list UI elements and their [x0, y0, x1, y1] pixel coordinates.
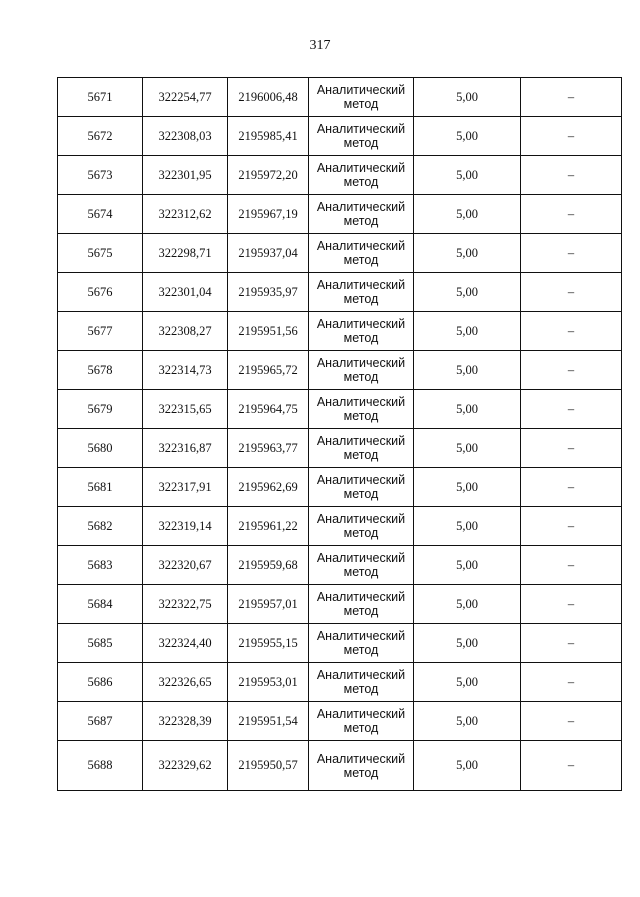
method-line-1: Аналитический [316, 512, 406, 526]
dash-cell: – [521, 117, 622, 156]
value-cell: 5,00 [414, 429, 521, 468]
value-cell: 5,00 [414, 468, 521, 507]
table-row [58, 546, 622, 585]
table-row [58, 741, 622, 791]
method-cell [309, 156, 414, 195]
method-line-2: метод [343, 292, 379, 306]
table-body [58, 78, 622, 791]
x-coordinate: 322320,67 [143, 546, 228, 585]
y-coordinate: 2195972,20 [228, 156, 309, 195]
method-cell [309, 195, 414, 234]
method-cell [309, 351, 414, 390]
x-coordinate: 322322,75 [143, 585, 228, 624]
y-coordinate: 2195961,22 [228, 507, 309, 546]
method-cell [309, 624, 414, 663]
table-row [58, 624, 622, 663]
value-cell: 5,00 [414, 624, 521, 663]
point-number: 5680 [58, 429, 143, 468]
value-cell: 5,00 [414, 702, 521, 741]
x-coordinate: 322324,40 [143, 624, 228, 663]
value-cell: 5,00 [414, 546, 521, 585]
method-line-2: метод [343, 409, 379, 423]
coordinates-table [57, 77, 622, 791]
method-line-2: метод [343, 370, 379, 384]
method-line-2: метод [343, 682, 379, 696]
method-cell [309, 273, 414, 312]
method-line-1: Аналитический [316, 473, 406, 487]
x-coordinate: 322316,87 [143, 429, 228, 468]
x-coordinate: 322301,04 [143, 273, 228, 312]
method-line-1: Аналитический [316, 278, 406, 292]
dash-cell: – [521, 156, 622, 195]
method-line-1: Аналитический [316, 200, 406, 214]
method-line-2: метод [343, 565, 379, 579]
x-coordinate: 322328,39 [143, 702, 228, 741]
method-line-1: Аналитический [316, 83, 406, 97]
value-cell: 5,00 [414, 351, 521, 390]
method-line-1: Аналитический [316, 751, 406, 766]
method-cell [309, 663, 414, 702]
method-line-1: Аналитический [316, 551, 406, 565]
method-line-1: Аналитический [316, 707, 406, 721]
y-coordinate: 2195957,01 [228, 585, 309, 624]
table-row [58, 663, 622, 702]
table-row [58, 507, 622, 546]
value-cell: 5,00 [414, 156, 521, 195]
point-number: 5686 [58, 663, 143, 702]
method-line-2: метод [343, 331, 379, 345]
method-cell [309, 390, 414, 429]
method-line-2: метод [343, 448, 379, 462]
value-cell: 5,00 [414, 585, 521, 624]
y-coordinate: 2195967,19 [228, 195, 309, 234]
point-number: 5683 [58, 546, 143, 585]
table-row [58, 312, 622, 351]
table-row [58, 429, 622, 468]
method-cell [309, 234, 414, 273]
point-number: 5674 [58, 195, 143, 234]
x-coordinate: 322317,91 [143, 468, 228, 507]
dash-cell: – [521, 546, 622, 585]
y-coordinate: 2195953,01 [228, 663, 309, 702]
method-line-2: метод [343, 487, 379, 501]
point-number: 5672 [58, 117, 143, 156]
value-cell: 5,00 [414, 390, 521, 429]
y-coordinate: 2195951,56 [228, 312, 309, 351]
table-row [58, 468, 622, 507]
method-line-1: Аналитический [316, 317, 406, 331]
method-line-1: Аналитический [316, 395, 406, 409]
table-row [58, 156, 622, 195]
x-coordinate: 322319,14 [143, 507, 228, 546]
dash-cell: – [521, 351, 622, 390]
dash-cell: – [521, 273, 622, 312]
method-line-2: метод [343, 526, 379, 540]
point-number: 5678 [58, 351, 143, 390]
method-line-2: метод [343, 97, 379, 111]
y-coordinate: 2195964,75 [228, 390, 309, 429]
x-coordinate: 322308,03 [143, 117, 228, 156]
dash-cell: – [521, 195, 622, 234]
x-coordinate: 322308,27 [143, 312, 228, 351]
point-number: 5682 [58, 507, 143, 546]
method-cell [309, 78, 414, 117]
method-line-2: метод [343, 604, 379, 618]
value-cell: 5,00 [414, 78, 521, 117]
x-coordinate: 322301,95 [143, 156, 228, 195]
table-row [58, 702, 622, 741]
x-coordinate: 322254,77 [143, 78, 228, 117]
dash-cell: – [521, 663, 622, 702]
method-line-2: метод [343, 136, 379, 150]
value-cell: 5,00 [414, 234, 521, 273]
y-coordinate: 2195955,15 [228, 624, 309, 663]
value-cell: 5,00 [414, 507, 521, 546]
method-line-1: Аналитический [316, 668, 406, 682]
point-number: 5685 [58, 624, 143, 663]
method-line-1: Аналитический [316, 356, 406, 370]
y-coordinate: 2195935,97 [228, 273, 309, 312]
y-coordinate: 2196006,48 [228, 78, 309, 117]
table-row [58, 351, 622, 390]
method-cell [309, 312, 414, 351]
point-number: 5671 [58, 78, 143, 117]
y-coordinate: 2195937,04 [228, 234, 309, 273]
point-number: 5679 [58, 390, 143, 429]
method-cell [309, 429, 414, 468]
table-row [58, 273, 622, 312]
method-cell [309, 468, 414, 507]
point-number: 5675 [58, 234, 143, 273]
x-coordinate: 322315,65 [143, 390, 228, 429]
dash-cell: – [521, 624, 622, 663]
table-row [58, 234, 622, 273]
table-row [58, 78, 622, 117]
page-number: 317 [309, 38, 331, 53]
y-coordinate: 2195985,41 [228, 117, 309, 156]
method-line-2: метод [343, 643, 379, 657]
x-coordinate: 322326,65 [143, 663, 228, 702]
dash-cell: – [521, 390, 622, 429]
y-coordinate: 2195965,72 [228, 351, 309, 390]
point-number: 5673 [58, 156, 143, 195]
point-number: 5681 [58, 468, 143, 507]
dash-cell: – [521, 585, 622, 624]
point-number: 5676 [58, 273, 143, 312]
table-row [58, 585, 622, 624]
method-cell [309, 741, 414, 791]
dash-cell: – [521, 702, 622, 741]
method-line-1: Аналитический [316, 434, 406, 448]
dash-cell: – [521, 468, 622, 507]
method-line-1: Аналитический [316, 590, 406, 604]
method-cell [309, 546, 414, 585]
dash-cell: – [521, 741, 622, 791]
x-coordinate: 322314,73 [143, 351, 228, 390]
dash-cell: – [521, 312, 622, 351]
table-row [58, 390, 622, 429]
method-cell [309, 585, 414, 624]
method-cell [309, 702, 414, 741]
dash-cell: – [521, 78, 622, 117]
x-coordinate: 322312,62 [143, 195, 228, 234]
point-number: 5684 [58, 585, 143, 624]
method-line-2: метод [343, 175, 379, 189]
y-coordinate: 2195963,77 [228, 429, 309, 468]
method-line-1: Аналитический [316, 122, 406, 136]
y-coordinate: 2195951,54 [228, 702, 309, 741]
value-cell: 5,00 [414, 117, 521, 156]
y-coordinate: 2195950,57 [228, 741, 309, 791]
method-cell [309, 117, 414, 156]
method-cell [309, 507, 414, 546]
x-coordinate: 322298,71 [143, 234, 228, 273]
value-cell: 5,00 [414, 663, 521, 702]
method-line-1: Аналитический [316, 161, 406, 175]
method-line-2: метод [343, 253, 379, 267]
value-cell: 5,00 [414, 741, 521, 791]
dash-cell: – [521, 429, 622, 468]
point-number: 5687 [58, 702, 143, 741]
method-line-1: Аналитический [316, 239, 406, 253]
dash-cell: – [521, 234, 622, 273]
value-cell: 5,00 [414, 273, 521, 312]
point-number: 5688 [58, 741, 143, 791]
value-cell: 5,00 [414, 195, 521, 234]
value-cell: 5,00 [414, 312, 521, 351]
method-line-2: метод [343, 765, 379, 780]
table-row [58, 117, 622, 156]
method-line-1: Аналитический [316, 629, 406, 643]
point-number: 5677 [58, 312, 143, 351]
method-line-2: метод [343, 214, 379, 228]
y-coordinate: 2195959,68 [228, 546, 309, 585]
dash-cell: – [521, 507, 622, 546]
method-line-2: метод [343, 721, 379, 735]
x-coordinate: 322329,62 [143, 741, 228, 791]
table-row [58, 195, 622, 234]
y-coordinate: 2195962,69 [228, 468, 309, 507]
